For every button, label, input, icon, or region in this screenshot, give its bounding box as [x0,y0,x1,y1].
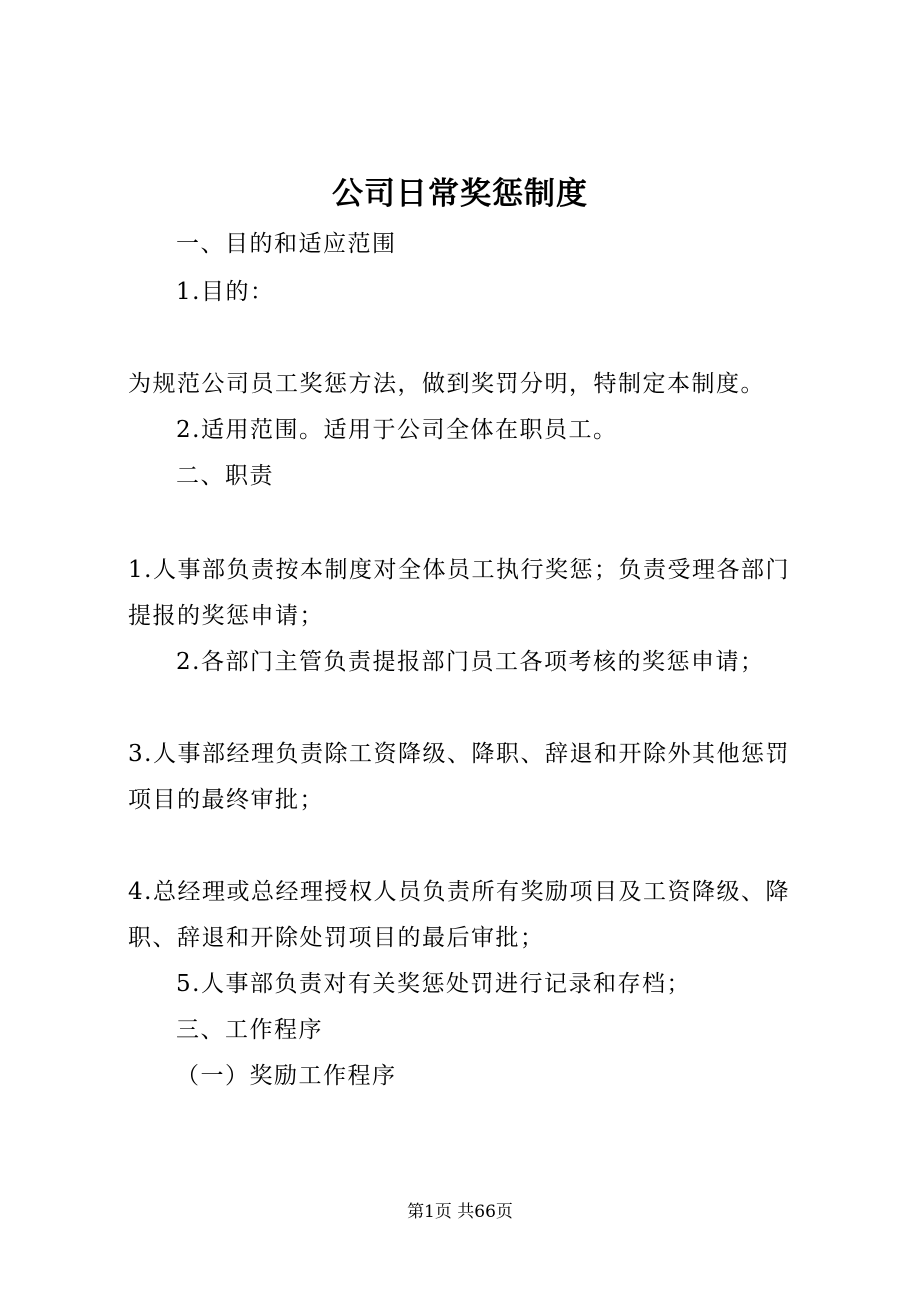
section-heading-duties: 二、职责 [176,463,274,489]
paragraph-duty-4-line-2: 职、辞退和开除处罚项目的最后审批； [128,925,545,951]
paragraph-duty-1-line-1: 1.人事部负责按本制度对全体员工执行奖惩；负责受理各部门 [128,557,790,583]
paragraph-duty-5: 5.人事部负责对有关奖惩处罚进行记录和存档； [176,971,691,997]
subheading-reward-procedure: （一）奖励工作程序 [176,1063,397,1089]
paragraph-duty-4-line-1: 4.总经理或总经理授权人员负责所有奖励项目及工资降级、降 [128,879,790,905]
paragraph-duty-1-line-2: 提报的奖惩申请； [128,603,324,629]
document-title: 公司日常奖惩制度 [332,176,588,212]
paragraph-duty-3-line-2: 项目的最终审批； [128,787,324,813]
paragraph-duty-3-line-1: 3.人事部经理负责除工资降级、降职、辞退和开除外其他惩罚 [128,741,790,767]
paragraph-scope: 2.适用范围。适用于公司全体在职员工。 [176,417,618,443]
page-number-footer: 第1页 共66页 [407,1202,513,1222]
subheading-purpose: 1.目的： [176,279,275,305]
section-heading-purpose-scope: 一、目的和适应范围 [176,231,397,257]
section-heading-procedures: 三、工作程序 [176,1017,323,1043]
paragraph-purpose: 为规范公司员工奖惩方法，做到奖罚分明，特制定本制度。 [128,371,765,397]
paragraph-duty-2: 2.各部门主管负责提报部门员工各项考核的奖惩申请； [176,649,765,675]
